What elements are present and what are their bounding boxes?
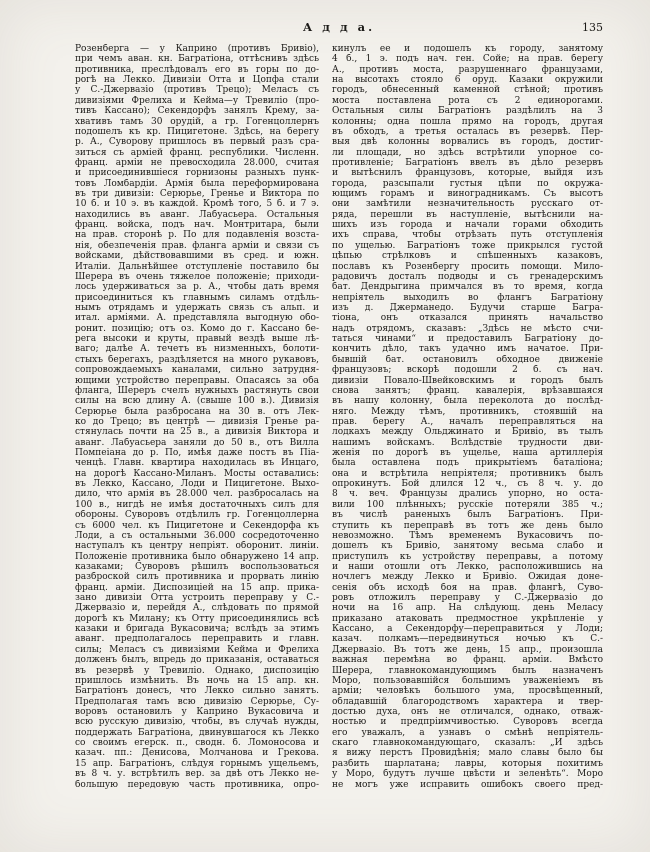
page-number: 135 bbox=[582, 21, 603, 34]
text-line: фланга, Шереръ счелъ нужныхъ растянуть свои bbox=[75, 385, 319, 396]
text-line: разброской силъ противника и прорвать линію bbox=[75, 572, 319, 583]
text-line: кинулъ ее и подошелъ къ городу, занятому bbox=[332, 44, 603, 54]
text-line: изъ д. Джерманедо. Будучи старше Багра- bbox=[332, 302, 603, 313]
text-line: Джервазіо и, перейдя А., слѣдовать по прямой bbox=[75, 603, 319, 614]
text-line: ступить къ переправѣ въ тотъ же день было bbox=[332, 520, 603, 531]
right-text-column bbox=[332, 44, 603, 790]
text-line: Багратіонъ донесъ, что Лекко сильно занятъ. bbox=[75, 686, 319, 697]
text-line: ронит. позицію; отъ оз. Комо до г. Кассано бе- bbox=[75, 323, 319, 334]
text-line: въ 8 ч. у. встрѣтилъ вер. за двѣ отъ Лекко не- bbox=[75, 769, 319, 780]
text-line: присоединиться къ главнымъ силамъ отдѣль- bbox=[75, 292, 319, 303]
text-line: въ числѣ раненыхъ былъ Багратіонъ. При- bbox=[332, 510, 603, 521]
text-line: дошелъ къ Бривіо, занятому весьма слабо и bbox=[332, 541, 603, 552]
text-line: Предполагая тамъ всю дивизію Серюрье, Су- bbox=[75, 696, 319, 707]
text-line: Розенберга — у Каприно (противъ Бривіо), bbox=[75, 44, 319, 54]
text-line: ющимъ горамъ и виноградникамъ. Съ высотъ bbox=[332, 189, 603, 200]
text-line: силы на всю длину А. (свыше 100 в.). Дивизія bbox=[75, 396, 319, 407]
text-line: воровъ остановилъ у Каприно Вукасовича и bbox=[75, 707, 319, 717]
text-line: таться чинами“ и предоставилъ Багратіону до- bbox=[332, 334, 603, 345]
text-line: аванг. Лабуасьера заняли до 50 в., отъ Вилла bbox=[75, 437, 319, 448]
text-line: ночи на 16 апр. На слѣдующ. день Меласу bbox=[332, 603, 603, 614]
text-line: у С.-Джервазіо (противъ Трецо); Меласъ съ bbox=[75, 85, 319, 96]
text-line: скаго главнокомандующаго, сказалъ: „И здѣсь bbox=[332, 738, 603, 749]
text-line: разбить шарлатана; лавры, которыя похитимъ bbox=[332, 758, 603, 769]
text-line: она и встрѣтила непріятеля; противникъ былъ bbox=[332, 468, 603, 479]
text-line: рега высоки и круты, правый вездѣ выше лѣ- bbox=[75, 334, 319, 345]
text-line: тивъ Кассано); Секендорфъ занялъ Крему, за- bbox=[75, 106, 319, 117]
text-line: хвативъ тамъ 30 орудій, а гр. Гогенцоллернъ bbox=[75, 116, 319, 127]
text-line: въ резервѣ у Тревиліо. Однако, диспозицію bbox=[75, 665, 319, 676]
text-line: 4 б., 1 э. подъ нач. ген. Сойе; на прав. берегу bbox=[332, 54, 603, 65]
text-line: Шерера, главнокомандующимъ былъ назначенъ bbox=[332, 665, 603, 676]
text-line: колонны; одна пошла прямо на городъ, другая bbox=[332, 116, 603, 127]
text-line: Помпеіана до р. По, имѣя даже постъ въ Піа- bbox=[75, 448, 319, 459]
text-line: Остальныя силы Багратіонъ раздѣлилъ на 3 bbox=[332, 106, 603, 117]
text-line: франц. войска, подъ нач. Монтритара, были bbox=[75, 220, 319, 231]
text-line: ровъ отложилъ переправу у С.-Джервазіо до bbox=[332, 593, 603, 604]
text-line: я вижу перстъ Провидѣнія; мало славы было бы bbox=[332, 748, 603, 759]
text-line: выя двѣ колонны ворвались въ городъ, достиг- bbox=[332, 137, 603, 148]
text-columns bbox=[75, 44, 603, 790]
text-line: поддержать Багратіона, двинувшагося къ Лекко bbox=[75, 727, 319, 738]
text-line: Кассано, а Секендорфу—переправиться у Лоди; bbox=[332, 624, 603, 635]
text-line: приказано атаковать предмостное укрѣпленіе у bbox=[332, 613, 603, 624]
text-line: опрокинутъ. Бой длился 12 ч., съ 8 ч. у. до bbox=[332, 479, 603, 490]
text-line: дивизіи Повало-Швейковскимъ и городъ былъ bbox=[332, 375, 603, 386]
text-line: прав. берегу А., началъ переправляться на bbox=[332, 416, 603, 427]
text-line: на дорогѣ Кассано-Миланъ. Мосты оставались: bbox=[75, 468, 319, 479]
text-line: Положеніе противника было обнаружено 14 апр. bbox=[75, 551, 319, 562]
text-line: стянулась почти на 25 в., а дивизія Виктора и bbox=[75, 427, 319, 438]
text-line: его уважалъ, а узнавъ о смѣнѣ непріятель- bbox=[332, 727, 603, 738]
text-line: нымъ отрядамъ и удержать связь съ альп. и bbox=[75, 302, 319, 313]
text-line: города, разсыпали густыя цѣпи по окружа- bbox=[332, 178, 603, 189]
text-line: Италіи. Дальнѣйшее отступленіе поставило бы bbox=[75, 261, 319, 272]
text-line: франц. арміи не превосходила 28.000, считая bbox=[75, 157, 319, 168]
text-line: зано дивизіи Отта устроить переправу у С.- bbox=[75, 593, 319, 604]
text-line: 8 ч. веч. Французы дрались упорно, но оста- bbox=[332, 489, 603, 500]
text-line: сенія объ исходѣ боя на прав. флангѣ, Суво- bbox=[332, 582, 603, 593]
text-line: казаками; Суворовъ рѣшилъ воспользоваться bbox=[75, 561, 319, 572]
text-line: ко до Трецо; въ центрѣ — дивизія Гренье ра- bbox=[75, 416, 319, 427]
text-line: ющими устройство переправы. Опасаясь за оба bbox=[75, 375, 319, 386]
text-line: цѣпью стрѣлковъ и спѣшенныхъ казаковъ, bbox=[332, 251, 603, 262]
text-line: и наши отошли отъ Лекко, расположившись на bbox=[332, 561, 603, 572]
text-line: по ущелью. Багратіонъ тоже прикрылся густой bbox=[332, 240, 603, 251]
text-line: ваго; далѣе А. течетъ въ низменныхъ, болоти- bbox=[75, 344, 319, 355]
text-line: казач. пп.: Денисова, Молчанова и Грекова. bbox=[75, 748, 319, 759]
text-line: снова занятъ; франц. кавалерія, врѣзавшаяся bbox=[332, 385, 603, 396]
text-line: 10 б. и 10 э. въ каждой. Кромѣ того, 5 б. и 7 э. bbox=[75, 199, 319, 210]
text-line: зиться съ арміей франц. республики. Численн. bbox=[75, 147, 319, 158]
text-line: ихъ справа, чтобы отрѣзать путь отступленія bbox=[332, 230, 603, 241]
text-line: моста поставлена рота съ 2 единорогами. bbox=[332, 95, 603, 106]
text-line: А., противъ моста, разрушеннаго французами, bbox=[332, 64, 603, 75]
text-line: Моро, пользовавшійся большимъ уваженіемъ въ bbox=[332, 675, 603, 686]
text-line: въ три дивизіи: Серюрье, Гренье и Виктора по bbox=[75, 189, 319, 200]
text-line: въ Лекко, Кассано, Лоди и Пицигетоне. Выхо- bbox=[75, 479, 319, 490]
text-line: на высотахъ стояло 6 оруд. Казаки окружили bbox=[332, 75, 603, 86]
text-line: была оставлена подъ прикрытіемъ баталіона; bbox=[332, 458, 603, 469]
text-line: всю русскую дивизію, чтобы, въ случаѣ нужды, bbox=[75, 717, 319, 728]
text-line: Шерера въ очень тяжелое положеніе; приходи- bbox=[75, 271, 319, 282]
text-line: нія, обезпеченія прав. фланга арміи и связи съ bbox=[75, 240, 319, 251]
text-line: они замѣтили незначительность русскаго от- bbox=[332, 199, 603, 210]
text-line: не могъ уже исправить ошибокъ своего пред- bbox=[332, 779, 603, 790]
running-title: А д д а. bbox=[302, 20, 376, 34]
text-line: находились въ аванг. Лабуасьера. Остальныя bbox=[75, 209, 319, 220]
text-line: у Моро, будутъ лучше цвѣсти и зеленѣть“. Моро bbox=[332, 769, 603, 780]
text-line: противника, преслѣдовалъ его въ горы по до- bbox=[75, 64, 319, 75]
text-line: радовичъ досталъ подводы и съ гренадерскимъ bbox=[332, 271, 603, 282]
text-line: казач. полкамъ—передвинуться ночью къ С.- bbox=[332, 634, 603, 645]
text-line: на прав. сторонѣ р. По для подавленія возста- bbox=[75, 230, 319, 241]
text-line: ли площади, но здѣсь встрѣтили упорное со- bbox=[332, 147, 603, 158]
text-line: ностью и предпріимчивостью. Суворовъ всегда bbox=[332, 717, 603, 728]
text-line: силы; Меласъ съ дивизіями Кейма и Фрелиха bbox=[75, 644, 319, 655]
text-line: непріятель выходилъ во флангъ Багратіону bbox=[332, 292, 603, 303]
text-line: женія по дорогѣ въ ущелье, наша артиллерія bbox=[332, 448, 603, 459]
text-line: сопровождаемыхъ каналами, сильно затрудня- bbox=[75, 365, 319, 376]
text-line: Серюрье была разбросана на 30 в. отъ Лек- bbox=[75, 406, 319, 417]
text-line: 15 апр. Багратіонъ, слѣдуя горнымъ ущельемъ, bbox=[75, 758, 319, 769]
text-line: при чемъ аван. кн. Багратіона, оттѣснивъ здѣсь bbox=[75, 54, 319, 65]
text-line: лось удерживаться за р. А., чтобы дать время bbox=[75, 282, 319, 293]
text-line: стыхъ берегахъ, раздѣляется на много рукавовъ, bbox=[75, 354, 319, 365]
text-line: пославъ къ Розенбергу просить помощи. Мило- bbox=[332, 261, 603, 272]
left-text-column bbox=[75, 44, 319, 790]
text-line: и вытѣснилъ французовъ, которые, выйдя изъ bbox=[332, 168, 603, 179]
text-line: рогѣ на Лекко. Дивизіи Отта и Цопфа стали bbox=[75, 75, 319, 86]
text-line: арміи; человѣкъ большого ума, просвѣщенный, bbox=[332, 686, 603, 697]
text-line: достью духа, онъ не отличался, однако, отваж- bbox=[332, 707, 603, 717]
text-line: и присоединившіеся горнизоны разныхъ пунк- bbox=[75, 168, 319, 179]
text-line: Джервазіо. Въ тотъ же день, 15 апр., произошла bbox=[332, 644, 603, 655]
text-line: въ обходъ, а третья осталась въ резервѣ. Пер- bbox=[332, 126, 603, 137]
text-line: вили 100 плѣнныхъ; русскіе потеряли 385 ч.; bbox=[332, 499, 603, 510]
text-line: городъ, обнесенный каменной стѣной; противъ bbox=[332, 85, 603, 96]
text-line: 100 в., нигдѣ не имѣя достаточныхъ силъ для bbox=[75, 499, 319, 510]
text-line: шихъ изъ города и начали горами обходить bbox=[332, 220, 603, 231]
text-line: Лоди, а съ остальными 36.000 сосредоточенно bbox=[75, 530, 319, 541]
text-line: аванг. предполагалось переправить и главн. bbox=[75, 634, 319, 645]
text-line: бывшій бат. остановилъ обходное движеніе bbox=[332, 354, 603, 365]
text-line: нашимъ войскамъ. Вслѣдствіе трудности дви- bbox=[332, 437, 603, 448]
text-line: большую передовую часть противника, опро- bbox=[75, 779, 319, 790]
text-line: въ нашу колонну, была переколота до послѣд- bbox=[332, 396, 603, 407]
text-line: долженъ былъ, впредь до приказанія, оставаться bbox=[75, 655, 319, 666]
text-line: пришлось измѣнить. Въ ночь на 15 апр. кн. bbox=[75, 675, 319, 686]
text-line: важная перемѣна во франц. арміи. Вмѣсто bbox=[332, 655, 603, 666]
text-line: подошелъ къ кр. Пицигетоне. Здѣсь, на берегу bbox=[75, 126, 319, 137]
text-line: р. А., Суворову пришлось въ первый разъ сра- bbox=[75, 137, 319, 148]
text-line: товъ Ломбардіи. Армія была переформирована bbox=[75, 178, 319, 189]
text-line: ченцѣ. Главн. квартира находилась въ Инцаго, bbox=[75, 458, 319, 469]
text-line: итал. арміями. А. представляла выгодную обо- bbox=[75, 313, 319, 324]
text-line: обороны. Суворовъ отдѣлилъ гр. Гогенцоллерна bbox=[75, 510, 319, 521]
text-line: невозможно. Тѣмъ временемъ Вукасовичъ по- bbox=[332, 530, 603, 541]
text-line: кончить дѣло, такъ удачно имъ начатое. При- bbox=[332, 344, 603, 355]
text-line: франц. арміи. Диспозиціей на 15 апр. прика- bbox=[75, 582, 319, 593]
text-line: казаки и бригада Вукасовича; вслѣдъ за этимъ bbox=[75, 624, 319, 635]
text-line: обладавшій благородствомъ характера и твер- bbox=[332, 696, 603, 707]
text-line: няго. Между тѣмъ, противникъ, стоявшій на bbox=[332, 406, 603, 417]
text-line: надъ отрядомъ, сказавъ: „Здѣсь не мѣсто счи- bbox=[332, 323, 603, 334]
text-line: наступалъ къ центру непріят. оборонит. линіи. bbox=[75, 541, 319, 552]
text-line: войсками, дѣйствовавшими въ сред. и южн. bbox=[75, 251, 319, 262]
text-line: дорогѣ къ Милану; къ Отту присоединялись всѣ bbox=[75, 613, 319, 624]
text-line: французовъ; вскорѣ подошли 2 б. съ нач. bbox=[332, 365, 603, 376]
text-line: ряда, перешли въ наступленіе, вытѣснили на- bbox=[332, 209, 603, 220]
text-line: съ 6000 чел. къ Пицигетоне и Секендорфа къ bbox=[75, 520, 319, 531]
text-line: лодкахъ между Ольджинато и Бривіо, въ тылъ bbox=[332, 427, 603, 438]
text-line: бат. Дендрыгина примчался въ то время, когда bbox=[332, 282, 603, 293]
text-line: противленіе; Багратіонъ ввелъ въ дѣло резервъ bbox=[332, 157, 603, 168]
text-line: дило, что армія въ 28.000 чел. разбросалась на bbox=[75, 489, 319, 500]
text-line: со своимъ егерск. п., сводн. б. Ломоносова и bbox=[75, 738, 319, 749]
text-line: приступилъ къ устройству переправы, а потому bbox=[332, 551, 603, 562]
text-line: тіона, онъ отказался принять начальство bbox=[332, 313, 603, 324]
text-line: дивизіями Фрелиха и Кейма—у Тревиліо (про- bbox=[75, 95, 319, 106]
page-header bbox=[75, 21, 603, 34]
text-line: ночлегъ между Лекко и Бривіо. Ожидая доне- bbox=[332, 572, 603, 583]
